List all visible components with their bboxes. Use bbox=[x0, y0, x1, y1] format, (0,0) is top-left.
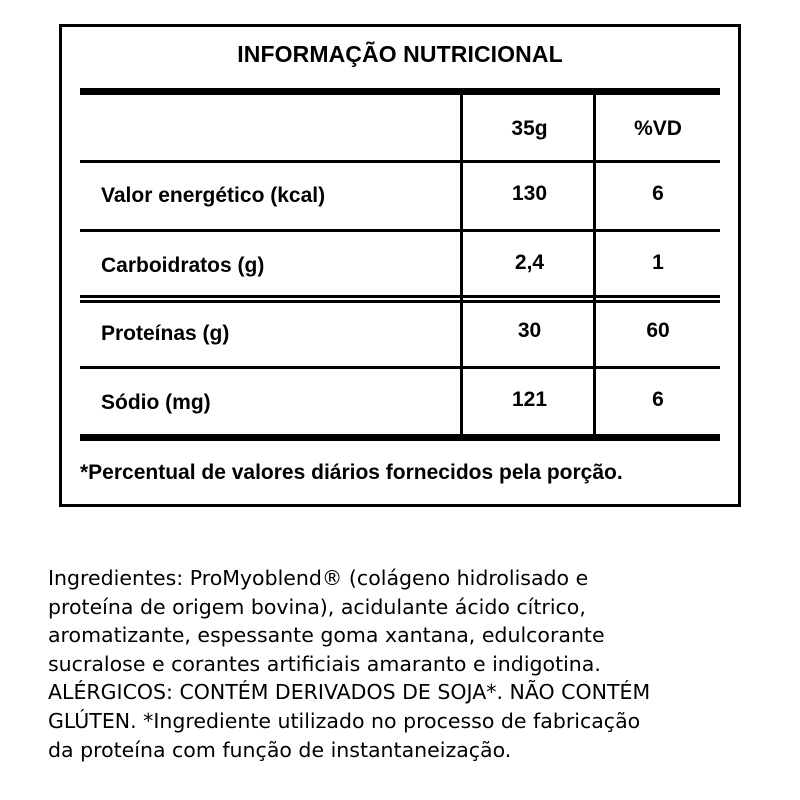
table-row-label: Valor energético (kcal) bbox=[101, 184, 326, 207]
ingredients-text: Ingredientes: ProMyoblend® (colágeno hidrolisado e proteína de origem bovina), acidulante ácido cítrico, aromatizante, espessante goma xantana, edulcorante sucralose e corantes artificiais amaranto e indigotina. ALÉRGICOS: CONTÉM DERIVADOS DE SOJA*. NÃO CONTÉM GLÚTEN. *Ingrediente utilizado no processo de fabricação da proteína com função de instantaneização. bbox=[48, 566, 651, 762]
table-bottom-rule bbox=[80, 434, 720, 441]
table-row-label: Carboidratos (g) bbox=[101, 254, 265, 277]
header-bottom-rule bbox=[80, 160, 720, 163]
header-daily-value: %VD bbox=[634, 117, 682, 140]
table-row-label: Sódio (mg) bbox=[101, 391, 211, 414]
table-row-dv: 60 bbox=[646, 319, 670, 342]
row-divider-2b bbox=[80, 300, 720, 303]
table-row-amount: 2,4 bbox=[514, 251, 545, 274]
column-divider-1 bbox=[460, 88, 463, 438]
table-row-dv: 1 bbox=[652, 251, 664, 274]
table-row-dv: 6 bbox=[652, 388, 664, 411]
nutrition-title: INFORMAÇÃO NUTRICIONAL bbox=[237, 41, 563, 67]
table-row-amount: 121 bbox=[511, 388, 548, 411]
header-portion: 35g bbox=[511, 117, 548, 140]
daily-value-footnote: *Percentual de valores diários fornecidos pela porção. bbox=[80, 461, 623, 484]
table-row-dv: 6 bbox=[652, 182, 664, 205]
table-row-amount: 130 bbox=[511, 182, 548, 205]
row-divider-2a bbox=[80, 295, 720, 298]
table-top-rule bbox=[80, 88, 720, 95]
table-row-amount: 30 bbox=[517, 319, 542, 342]
row-divider-1 bbox=[80, 229, 720, 232]
table-row-label: Proteínas (g) bbox=[101, 322, 230, 345]
row-divider-3 bbox=[80, 366, 720, 369]
